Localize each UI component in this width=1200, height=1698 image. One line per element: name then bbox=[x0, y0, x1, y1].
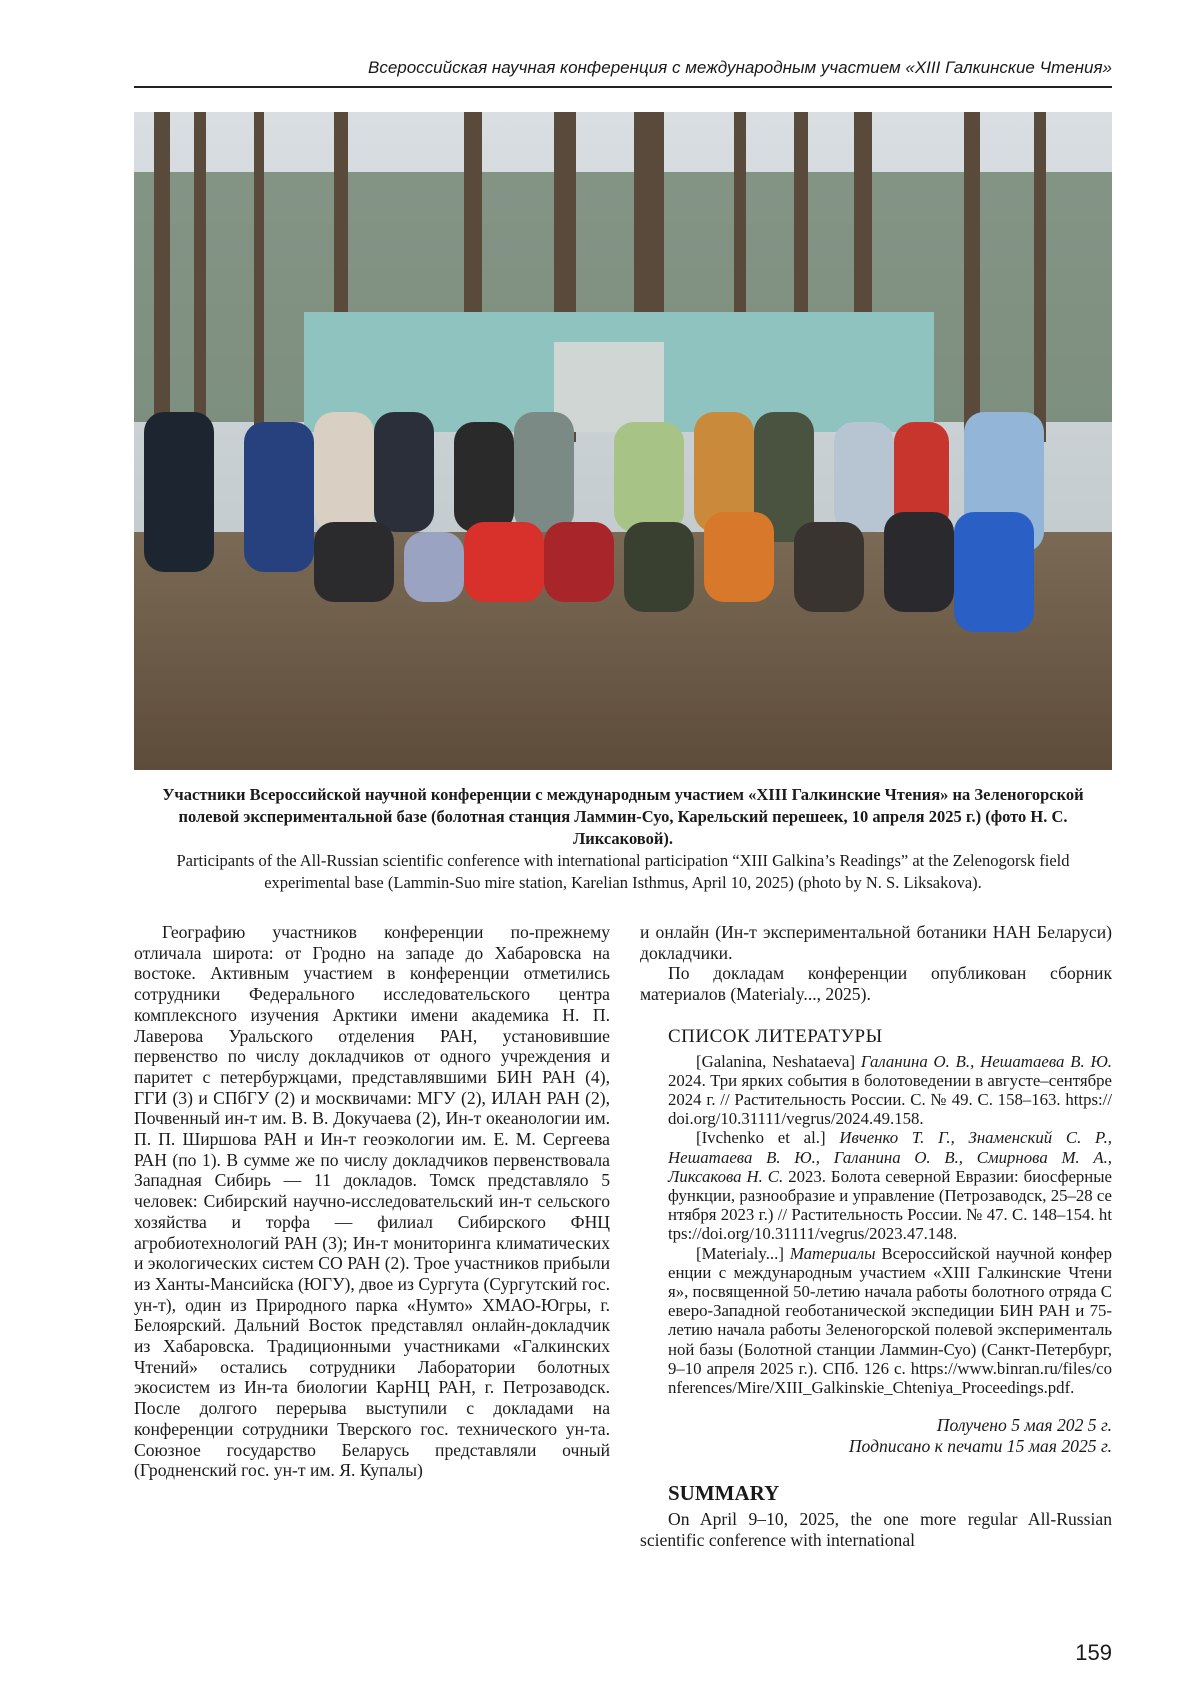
reference-item bbox=[640, 1128, 1112, 1243]
left-column bbox=[134, 922, 610, 1481]
reference-key: [Ivchenko et al.] bbox=[696, 1128, 826, 1147]
reference-authors: Материалы bbox=[790, 1244, 876, 1263]
references-title: СПИСОК ЛИТЕРАТУРЫ bbox=[668, 1027, 1112, 1048]
right-column bbox=[640, 922, 1112, 1551]
summary-paragraph: On April 9–10, 2025, the one more regular All-Russian scientific conference with international bbox=[640, 1509, 1112, 1550]
reference-text: Всероссийской научной конференции с международным участием «XIII Галкинские Чтения», посвященной 50-летию начала работы болотного отряда Северо-Западной геоботанической экспедиции БИН РАН и 75-летию начала работы Зеленогорской полевой экспериментальной базы (Болотной станции Ламмин-Суо) (Санкт-Петербург, 9–10 апреля 2025 г.). СПб. 126 с. https://www.binran.ru/files/conferences/Mire/XIII_Galkinskie_Chteniya_Proceedings.pdf. bbox=[668, 1244, 1112, 1397]
body-paragraph: Географию участников конференции по-прежнему отличала широта: от Гродно на западе до Хабаровска на востоке. Активным участием в конференции отметились сотрудники Федерального исследовательского центра комплексного изучения Арктики имени академика Н. П. Лаверова Уральского отделения РАН, установившие первенство по числу докладчиков от одного учреждения и паритет с петербуржцами, представлявшими БИН РАН (4), ГГИ (3) и СПбГУ (2) и москвичами: МГУ (2), ИЛАН РАН (2), Почвенный ин-т им. В. В. Докучаева (2), Ин-т океанологии им. П. П. Ширшова РАН и Ин-т геоэкологии им. Е. М. Сергеева РАН (по 1). В сумме же по числу докладчиков первенствовала Западная Сибирь — 11 докладов. Томск представляло 5 человек: Сибирский научно-исследовательский ин-т сельского хозяйства и торфа — филиал Сибирского ФНЦ агробиотехнологий РАН (3); Ин-т мониторинга климатических и экологических систем СО РАН (2). Трое участников прибыли из Ханты-Мансийска (ЮГУ), двое из Сургута (Сургутский гос. ун-т), один из Природного парка «Нумто» ХМАО-Югры, г. Белоярский. Дальний Восток представлял онлайн-докладчик из Хабаровска. Традиционными участниками «Галкинских Чтений» остались сотрудники Лаборатории болотных экосистем из Ин-та биологии КарНЦ РАН, г. Петрозаводск. После долгого перерыва выступили с докладами на конференции сотрудники Тверского гос. технического ун-та. Союзное государство Беларусь представляли очный (Гродненский гос. ун-т им. Я. Купалы) bbox=[134, 922, 610, 1481]
reference-authors: Ивченко Т. Г., Знаменский С. Р., Нешатаева В. Ю., Галанина О. В., Смирнова М. А., Ликсакова Н. С. bbox=[668, 1128, 1112, 1185]
caption-russian: Участники Всероссийской научной конференции с международным участием «XIII Галкинские Чтения» на Зеленогорской полевой экспериментальной базе (болотная станция Ламмин-Суо, Карельский перешеек, 10 апреля 2025 г.) (фото Н. С. Ликсаковой). bbox=[134, 784, 1112, 850]
publication-dates bbox=[640, 1415, 1112, 1456]
photo-caption bbox=[134, 784, 1112, 894]
received-date: Получено 5 мая 202 5 г. bbox=[640, 1415, 1112, 1436]
reference-key: [Materialy...] bbox=[696, 1244, 784, 1263]
body-paragraph: По докладам конференции опубликован сборник материалов (Materialy..., 2025). bbox=[640, 963, 1112, 1004]
page-number: 159 bbox=[1075, 1640, 1112, 1666]
reference-authors: Галанина О. В., Нешатаева В. Ю. bbox=[861, 1052, 1112, 1071]
group-photo bbox=[134, 112, 1112, 770]
reference-key: [Galanina, Neshataeva] bbox=[696, 1052, 855, 1071]
caption-english: Participants of the All-Russian scientific conference with international participation “XIII Galkina’s Readings” at the Zelenogorsk field experimental base (Lammin-Suo mire station, Karelian Isthmus, April 10, 2025) (photo by N. S. Liksakova). bbox=[134, 850, 1112, 894]
reference-text: 2024. Три ярких события в болотоведении в августе–сентябре 2024 г. // Растительность России. С. № 49. С. 158–163. https://doi.org/10.31111/vegrus/2024.49.158. bbox=[668, 1071, 1112, 1128]
signed-date: Подписано к печати 15 мая 2025 г. bbox=[640, 1436, 1112, 1457]
reference-item bbox=[640, 1244, 1112, 1398]
reference-text: 2023. Болота северной Евразии: биосферные функции, разнообразие и управление (Петрозаводск, 25–28 сентября 2023 г.) // Растительность России. № 47. С. 148–154. https://doi.org/10.31111/vegrus/2023.47.148. bbox=[668, 1167, 1112, 1244]
body-paragraph-continuation: и онлайн (Ин-т экспериментальной ботаники НАН Беларуси) докладчики. bbox=[640, 922, 1112, 963]
summary-title: SUMMARY bbox=[668, 1483, 1112, 1504]
running-head: Всероссийская научная конференция с международным участием «XIII Галкинские Чтения» bbox=[134, 58, 1112, 78]
reference-item bbox=[640, 1052, 1112, 1129]
group-photo-icon bbox=[134, 112, 1112, 770]
header-rule bbox=[134, 86, 1112, 88]
